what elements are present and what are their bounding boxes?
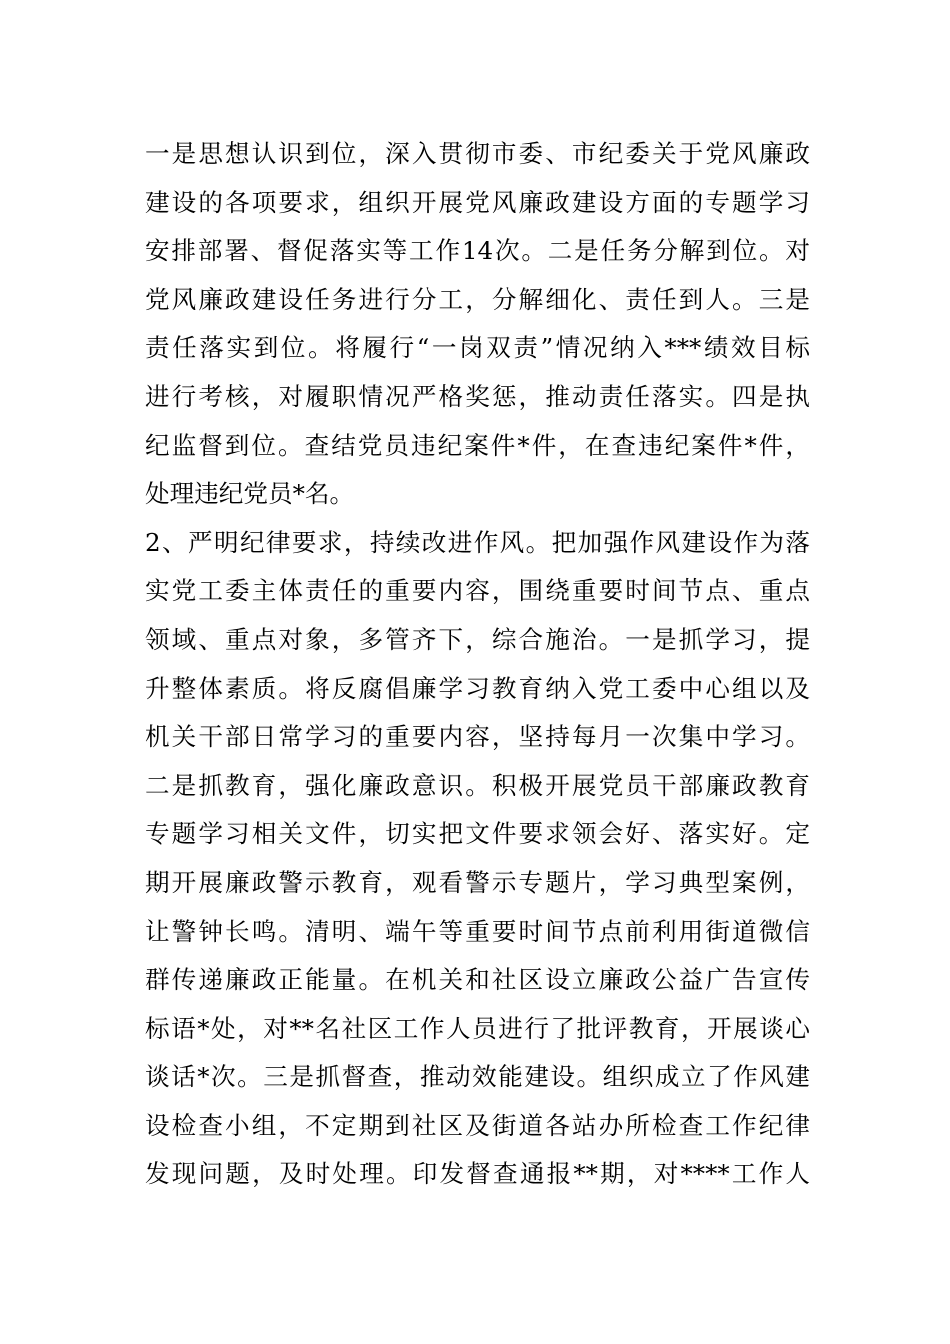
text-line: 设检查小组，不定期到社区及街道各站办所检查工作纪律 [145, 1110, 810, 1140]
text-line: 让警钟长鸣。清明、端午等重要时间节点前利用街道微信 [145, 916, 810, 946]
text-line: 谈话*次。三是抓督查，推动效能建设。组织成立了作风建 [145, 1062, 810, 1092]
text-line: 标语*处，对**名社区工作人员进行了批评教育，开展谈心 [145, 1013, 810, 1043]
text-line: 处理违纪党员*名。 [145, 479, 355, 509]
text-line: 党风廉政建设任务进行分工，分解细化、责任到人。三是 [145, 284, 810, 314]
text-line: 专题学习相关文件，切实把文件要求领会好、落实好。定 [145, 819, 810, 849]
text-line: 进行考核，对履职情况严格奖惩，推动责任落实。四是执 [145, 381, 810, 411]
text-line: 发现问题，及时处理。印发督查通报**期，对****工作人 [145, 1159, 810, 1189]
text-line: 群传递廉政正能量。在机关和社区设立廉政公益广告宣传 [145, 965, 810, 995]
text-line: 一是思想认识到位，深入贯彻市委、市纪委关于党风廉政 [145, 139, 810, 168]
text-line: 2、严明纪律要求，持续改进作风。把加强作风建设作为落 [145, 527, 810, 557]
text-line: 建设的各项要求，组织开展党风廉政建设方面的专题学习 [145, 187, 810, 217]
text-line: 期开展廉政警示教育，观看警示专题片，学习典型案例， [145, 867, 810, 897]
text-line: 升整体素质。将反腐倡廉学习教育纳入党工委中心组以及 [145, 673, 810, 703]
text-line: 机关干部日常学习的重要内容，坚持每月一次集中学习。 [145, 722, 810, 752]
text-line: 责任落实到位。将履行“一岗双责”情况纳入***绩效目标 [145, 333, 810, 363]
text-line: 纪监督到位。查结党员违纪案件*件，在查违纪案件*件， [145, 430, 810, 460]
text-line: 领域、重点对象，多管齐下，综合施治。一是抓学习，提 [145, 624, 810, 654]
text-line: 实党工委主体责任的重要内容，围绕重要时间节点、重点 [145, 576, 810, 606]
document-body [145, 130, 810, 1199]
text-line: 二是抓教育，强化廉政意识。积极开展党员干部廉政教育 [145, 770, 810, 800]
text-line: 安排部署、督促落实等工作14次。二是任务分解到位。对 [145, 236, 810, 266]
